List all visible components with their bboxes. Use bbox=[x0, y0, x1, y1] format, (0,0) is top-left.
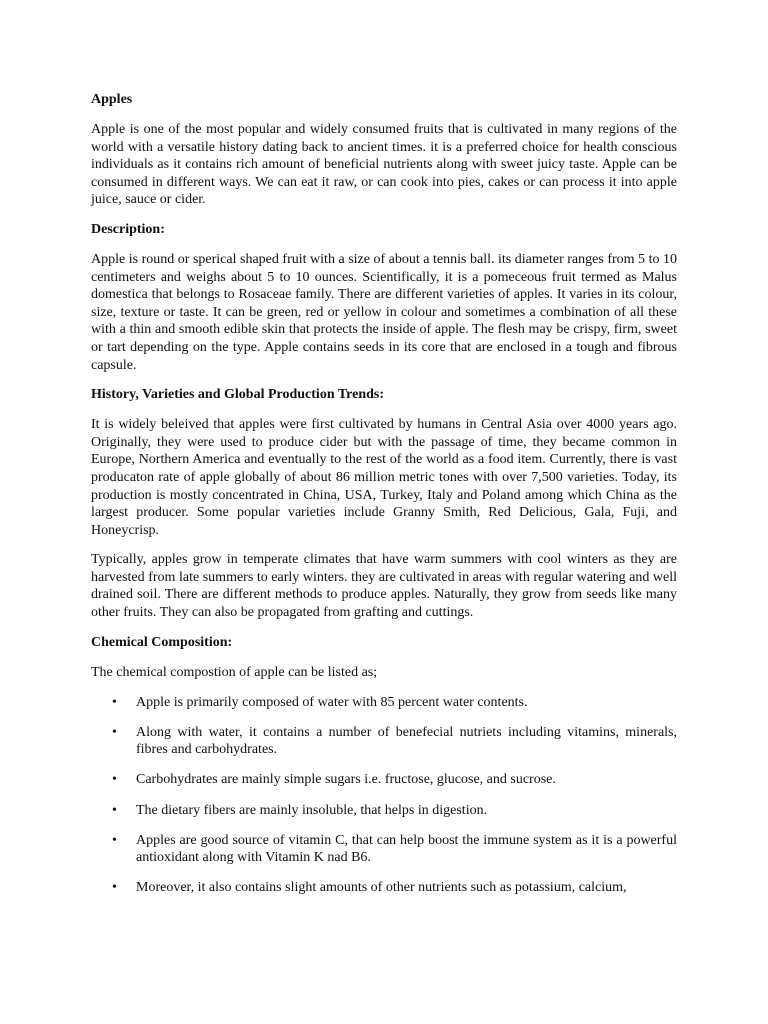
list-item-text: The dietary fibers are mainly insoluble, that helps in digestion. bbox=[136, 802, 488, 818]
bullet-icon: • bbox=[112, 724, 117, 740]
list-item bbox=[91, 694, 677, 712]
history-heading: History, Varieties and Global Production Trends: bbox=[91, 387, 385, 403]
chemical-composition-intro: The chemical compostion of apple can be listed as; bbox=[91, 664, 378, 680]
history-paragraph-2: Typically, apples grow in temperate climates that have warm summers with cool winters as they are harvested from late summers to early winters. they are cultivated in areas with regular watering and well drained soil. There are different methods to produce apples. Naturally, they grow from seeds like many other fruits. They can also be propagated from grafting and cuttings. bbox=[91, 552, 677, 621]
list-item-text: Apple is primarily composed of water with 85 percent water contents. bbox=[136, 694, 528, 710]
list-item bbox=[91, 879, 677, 897]
list-item bbox=[91, 802, 677, 820]
bullet-icon: • bbox=[112, 772, 117, 788]
list-item bbox=[91, 832, 677, 867]
description-paragraph: Apple is round or sperical shaped fruit with a size of about a tennis ball. its diameter ranges from 5 to 10 centimeters and weighs about 5 to 10 ounces. Scientifically, it is a pomeceous fruit termed as Malus domestica that belongs to Rosaceae family. There are different varieties of apples. It varies in its colour, size, texture or taste. It can be green, red or yellow in colour and sometimes a combination of all these with a thin and smooth edible skin that protects the inside of apple. The flesh may be crispy, firm, sweet or tart depending on the type. Apple contains seeds in its core that are enclosed in a tough and fibrous capsule. bbox=[91, 251, 677, 373]
chemical-composition-heading: Chemical Composition: bbox=[91, 634, 233, 650]
bullet-icon: • bbox=[112, 802, 117, 818]
list-item-text: Carbohydrates are mainly simple sugars i.e. fructose, glucose, and sucrose. bbox=[136, 772, 556, 788]
bullet-icon: • bbox=[112, 832, 117, 848]
list-item bbox=[91, 724, 677, 759]
list-item-text: Apples are good source of vitamin C, that can help boost the immune system as it is a powerful antioxidant along with Vitamin K nad B6. bbox=[136, 832, 677, 866]
list-item-text: Along with water, it contains a number of benefecial nutriets including vitamins, minerals, fibres and carbohydrates. bbox=[136, 724, 677, 758]
chemical-composition-list bbox=[91, 694, 677, 897]
bullet-icon: • bbox=[112, 880, 117, 896]
list-item bbox=[91, 771, 677, 789]
description-heading: Description: bbox=[91, 221, 165, 237]
bullet-icon: • bbox=[112, 694, 117, 710]
intro-paragraph: Apple is one of the most popular and widely consumed fruits that is cultivated in many regions of the world with a versatile history dating back to ancient times. it is a preferred choice for health conscious individuals as it contains rich amount of beneficial nutrients along with sweet juicy taste. Apple can be consumed in different ways. We can eat it raw, or can cook into pies, cakes or can process it into apple juice, sauce or cider. bbox=[91, 122, 677, 208]
history-paragraph-1: It is widely beleived that apples were first cultivated by humans in Central Asia over 4000 years ago. Originally, they were used to produce cider but with the passage of time, they became common in Europe, Northern America and eventually to the rest of the world as a food item. Currently, there is vast producaton rate of apple globally of about 86 million metric tones with over 7,500 varieties. Today, its production is mostly concentrated in China, USA, Turkey, Italy and Poland among which China as the largest producer. Some popular varieties include Granny Smith, Red Delicious, Gala, Fuji, and Honeycrisp. bbox=[91, 417, 677, 538]
document-title: Apples bbox=[91, 92, 133, 107]
list-item-text: Moreover, it also contains slight amounts of other nutrients such as potassium, calcium, bbox=[136, 880, 627, 896]
